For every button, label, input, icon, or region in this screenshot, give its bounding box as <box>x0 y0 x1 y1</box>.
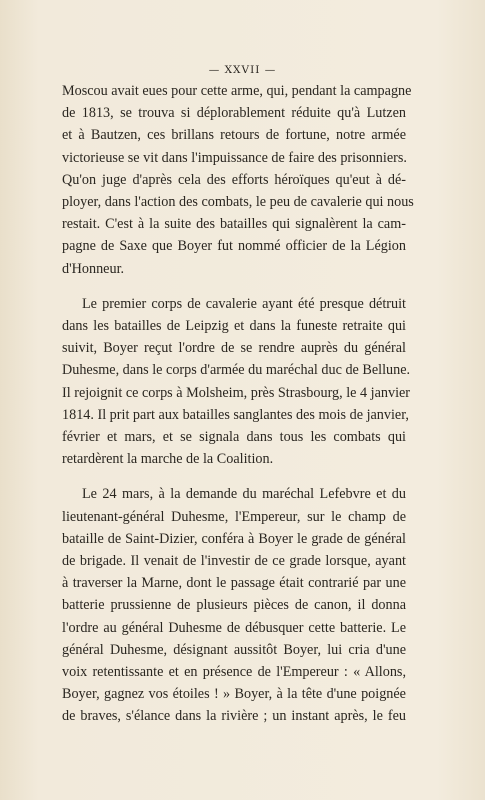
text-line: dans les batailles de Leipzig et dans la funeste retraite qui <box>62 318 406 335</box>
text-line: bataille de Saint-Dizier, conféra à Boyer le grade de général <box>62 530 406 547</box>
text-line: l'ordre au général Duhesme de débusquer cette batterie. Le <box>62 619 406 636</box>
text-line: 1814. Il prit part aux batailles sanglantes des mois de janvier, <box>62 406 409 423</box>
text-line: pagne de Saxe que Boyer fut nommé officier de la Légion <box>62 238 406 255</box>
paragraph-2 <box>62 293 411 471</box>
text-line: victorieuse se vit dans l'impuissance de faire des prisonniers. <box>62 149 407 166</box>
body-text <box>62 80 414 741</box>
text-line: d'Honneur. <box>62 260 125 277</box>
text-line: Qu'on juge d'après cela des efforts héroïques qu'eut à dé- <box>62 171 406 188</box>
text-line: retardèrent la marche de la Coalition. <box>62 451 274 468</box>
text-line: Boyer, gagnez vos étoiles ! » Boyer, à la tête d'une poignée <box>62 686 406 703</box>
text-line: Le 24 mars, à la demande du maréchal Lefebvre et du <box>82 486 406 503</box>
text-line: de 1813, se trouva si déplorablement réduite qu'à Lutzen <box>62 105 406 122</box>
text-line: Moscou avait eues pour cette arme, qui, pendant la campagne <box>62 83 412 99</box>
text-line: et à Bautzen, ces brillans retours de fortune, notre armée <box>62 127 406 144</box>
text-line: à traverser la Marne, dont le passage était contrarié par une <box>62 575 406 592</box>
text-line: de brigade. Il venait de l'investir de ce grade lorsque, ayant <box>62 553 406 570</box>
text-line: Duhesme, dans le corps d'armée du maréchal duc de Bellune. <box>62 362 411 379</box>
text-line: ployer, dans l'action des combats, le peu de cavalerie qui nous <box>62 194 414 211</box>
text-line: restait. C'est à la suite des batailles qui signalèrent la cam- <box>62 216 406 233</box>
text-line: février et mars, et se signala dans tous les combats qui <box>62 429 406 446</box>
text-line: général Duhesme, désignant aussitôt Boyer, lui cria d'une <box>62 641 406 658</box>
text-line: batterie prussienne de plusieurs pièces de canon, il donna <box>62 597 406 614</box>
text-line: Le premier corps de cavalerie ayant été presque détruit <box>82 295 406 312</box>
text-line: lieutenant-général Duhesme, l'Empereur, sur le champ de <box>62 508 406 525</box>
page-number-header: — XXVII — <box>208 64 277 76</box>
text-line: de braves, s'élance dans la rivière ; un instant après, le feu <box>62 708 406 725</box>
text-line: voix retentissante et en présence de l'Empereur : « Allons, <box>62 664 406 681</box>
paragraph-1 <box>62 80 414 280</box>
paragraph-3 <box>62 483 406 727</box>
text-line: Il rejoignit ce corps à Molsheim, près Strasbourg, le 4 janvier <box>62 384 411 401</box>
text-line: suivit, Boyer reçut l'ordre de se rendre auprès du général <box>62 340 406 357</box>
